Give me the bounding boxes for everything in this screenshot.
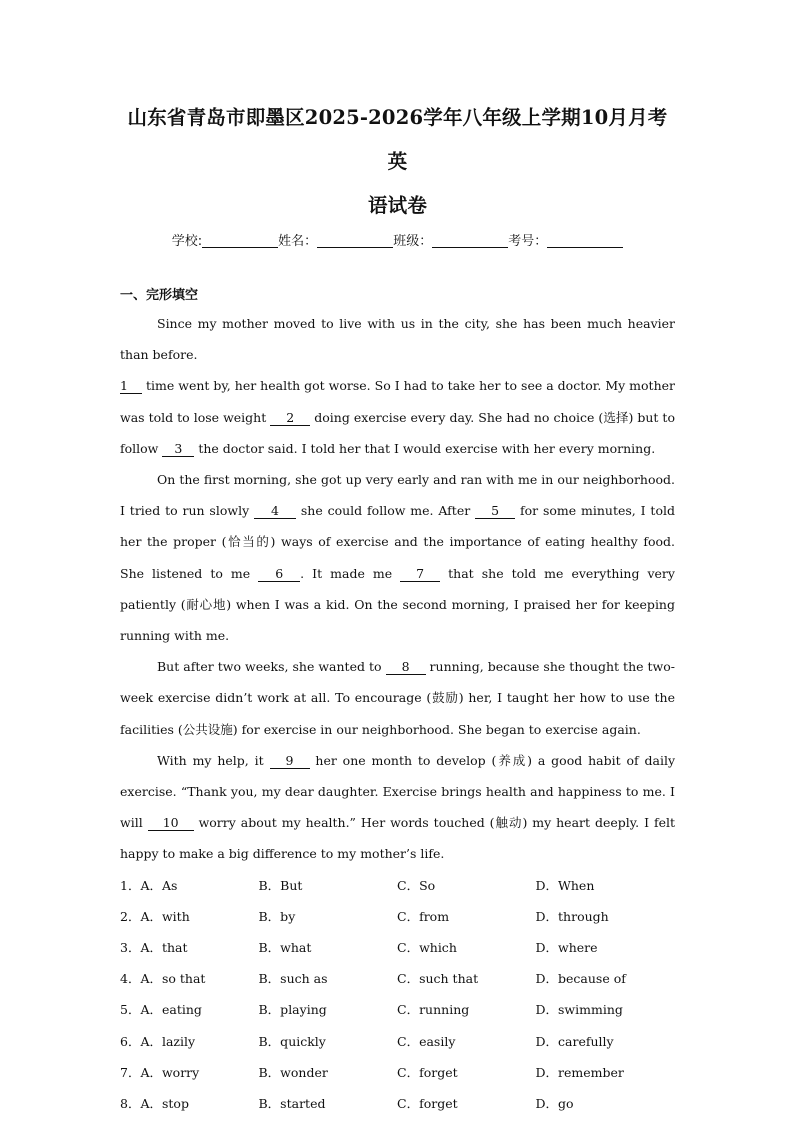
passage-text: On the first morning, she got up very early and ran with me in our neighborhood. I tried to run slowly [120,472,675,519]
option-a-with-number [120,932,259,963]
question-row [120,963,675,994]
school-blank [202,233,278,248]
option-b: B．wonder [258,1064,328,1080]
exam-title-line2: 语试卷 [367,194,428,217]
option-a: A．As [140,877,178,893]
option-b: B．quickly [258,1033,326,1049]
question-row [120,901,675,932]
question-number: 1． [120,877,141,893]
question-number: 4． [120,971,141,987]
option-c: C．such that [397,971,479,987]
passage-text: doing exercise every day. She had no choice (选择) but to follow [120,409,675,456]
option-b: B．started [258,1095,326,1111]
option-b: B．But [258,877,303,893]
number-label: 考号： [508,234,548,249]
school-label: 学校: [171,234,203,249]
question-row [120,870,675,901]
passage-text: . It made me [300,565,401,581]
cloze-passage [120,308,675,870]
option-a-with-number [120,1026,259,1057]
option-a-with-number [120,1057,259,1088]
blank-7: 7 [400,566,440,582]
option-d: D．where [535,940,598,956]
option-a: A．lazily [140,1033,196,1049]
question-row [120,932,675,963]
option-b: B．by [258,908,296,924]
passage-paragraph-2 [120,464,675,651]
name-label: 姓名： [278,234,318,249]
option-a: A．with [140,908,190,924]
class-label: 班级： [393,234,433,249]
question-number: 5． [120,1002,141,1018]
option-a-with-number [120,901,259,932]
question-row [120,1026,675,1057]
passage-text: Since my mother moved to live with us in the city, she has been much heavier than before. [120,316,675,363]
option-a-with-number [120,870,259,901]
option-d: D．When [535,877,595,893]
option-c: C．which [397,940,457,956]
option-d: D．remember [535,1064,624,1080]
option-b: B．playing [258,1002,327,1018]
blank-2: 2 [270,410,310,426]
section-heading: 一、完形填空 [120,288,199,303]
option-c: C．forget [397,1064,458,1080]
option-d: D．swimming [535,1002,623,1018]
passage-paragraph-4 [120,745,675,870]
student-info-line [120,232,675,252]
blank-8: 8 [386,659,426,675]
blank-9: 9 [270,753,310,769]
blank-4: 4 [254,503,296,519]
blank-1: 1 [120,378,142,394]
option-a-with-number [120,1088,259,1119]
passage-text: for some minutes, I told her the proper (恰当的) ways of exercise and the importance of eating healthy food. She listened to me [120,503,675,581]
question-number: 6． [120,1033,141,1049]
option-a: A．stop [140,1095,189,1111]
option-a-with-number [120,994,259,1025]
exam-title-line1: 山东省青岛市即墨区2025-2026学年八年级上学期10月月考英 [127,106,668,173]
option-d: D．go [535,1095,574,1111]
passage-paragraph-1 [120,308,675,464]
passage-text: her one month to develop (养成) a good habit of daily exercise. “Thank you, my dear daughter. Exercise brings health and happiness to me. I will [120,752,676,831]
question-options [120,870,675,1120]
blank-10: 10 [148,815,194,831]
question-row [120,994,675,1025]
question-number: 8． [120,1095,141,1111]
option-c: C．running [397,1002,470,1018]
option-c: C．forget [397,1095,458,1111]
blank-5: 5 [475,503,515,519]
name-blank [317,233,393,248]
passage-text: time went by, her health got worse. So I had to take her to see a doctor. My mother was told to lose weight [120,378,675,425]
passage-text: But after two weeks, she wanted to [157,659,386,675]
option-a-with-number [120,963,259,994]
question-row [120,1057,675,1088]
passage-text: With my help, it [157,752,270,768]
question-number: 7． [120,1064,141,1080]
option-c: C．easily [397,1033,456,1049]
number-blank [547,233,623,248]
option-b: B．what [258,940,312,956]
option-a: A．that [140,940,188,956]
question-number: 3． [120,940,141,956]
option-d: D．because of [535,971,626,987]
passage-text: the doctor said. I told her that I would exercise with her every morning. [194,440,656,456]
option-d: D．carefully [535,1033,614,1049]
option-a: A．worry [140,1064,200,1080]
exam-page [120,96,675,1119]
option-a: A．eating [140,1002,202,1018]
blank-3: 3 [162,441,194,457]
passage-text: running, because she thought the two-week exercise didn’t work at all. To encourage (鼓励) her, I taught her how to use the facilities (公共设施) for exercise in our neighborhood. She began to exercise again. [120,659,675,737]
passage-text: that she told me everything very patiently (耐心地) when I was a kid. On the second morning, I praised her for keeping running with me. [120,565,675,644]
passage-paragraph-3 [120,651,675,745]
option-a: A．so that [140,971,206,987]
option-c: C．from [397,908,450,924]
option-b: B．such as [258,971,328,987]
option-c: C．So [397,877,436,893]
passage-text: she could follow me. After [296,503,476,519]
question-row [120,1088,675,1119]
option-d: D．through [535,908,609,924]
class-blank [432,233,508,248]
blank-6: 6 [258,566,300,582]
question-number: 2． [120,908,141,924]
passage-text: worry about my health.” Her words touched (触动) my heart deeply. I felt happy to make a big difference to my mother’s life. [120,815,675,862]
